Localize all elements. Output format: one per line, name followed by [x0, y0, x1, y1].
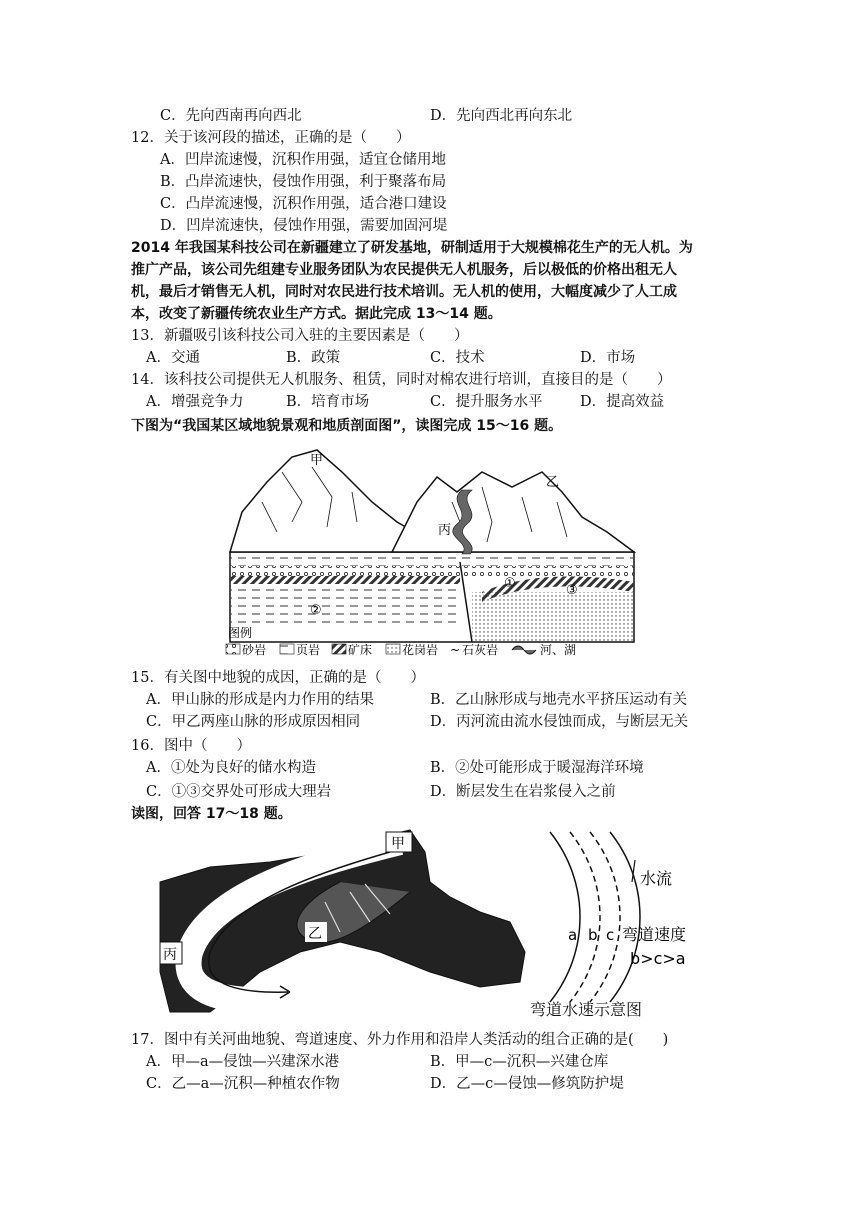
q17-option-c: C．乙—a—沉积—种植农作物 [146, 1076, 340, 1092]
speed-label-b: b [588, 926, 598, 944]
q16-option-c: C．①③交界处可形成大理岩 [146, 784, 332, 800]
q16-option-b: B．②处可能形成于暖湿海洋环境 [430, 760, 644, 776]
meander-label-jia: 甲 [391, 836, 405, 852]
legend-granite: 花岗岩 [402, 643, 439, 657]
bend-speed-caption: 弯道水速示意图 [530, 1000, 643, 1019]
label-1: ① [504, 576, 516, 591]
q15-option-c: C．甲乙两座山脉的形成原因相同 [146, 714, 361, 730]
label-bing: 丙 [438, 523, 452, 538]
q14-option-a: A．增强竞争力 [146, 394, 244, 410]
passage1-line4: 本，改变了新疆传统农业生产方式。据此完成 13～14 题。 [131, 306, 502, 322]
q15-option-a: A．甲山脉的形成是内力作用的结果 [146, 692, 374, 708]
mountain-yi [392, 472, 634, 552]
q17-option-b: B．甲—c—沉积—兴建仓库 [430, 1054, 609, 1070]
legend-sandstone: 砂岩 [242, 643, 267, 657]
q13-option-d: D．市场 [580, 350, 636, 366]
passage2: 下图为“我国某区域地貌景观和地质剖面图”，读图完成 15～16 题。 [131, 418, 563, 434]
q15-option-b: B．乙山脉形成与地壳水平挤压运动有关 [430, 692, 688, 708]
q11-option-c: C．先向西南再向西北 [160, 108, 302, 124]
q14-stem: 14．该科技公司提供无人机服务、租赁，同时对棉农进行培训，直接目的是（ ） [131, 372, 672, 388]
passage1-line3: 机，最后才销售无人机，同时对农民进行技术培训。无人机的使用，大幅度减少了人工成 [131, 284, 677, 300]
water-flow-label: 水流 [640, 869, 673, 888]
bend-speed-diagram [520, 822, 740, 1022]
q12-stem: 12．关于该河段的描述，正确的是（ ） [131, 130, 411, 146]
q17-stem: 17．图中有关河曲地貌、弯道速度、外力作用和沿岸人类活动的组合正确的是( ) [131, 1032, 669, 1048]
q12-option-a: A．凹岸流速慢，沉积作用强，适宜仓储用地 [160, 152, 446, 168]
speed-order-label: b>c>a [630, 949, 686, 968]
q15-stem: 15．有关图中地貌的成因，正确的是（ ） [131, 670, 425, 686]
q13-stem: 13．新疆吸引该科技公司入驻的主要因素是（ ） [131, 328, 469, 344]
q12-option-c: C．凸岸流速慢，沉积作用强，适合港口建设 [160, 196, 447, 212]
legend-title: 图例 [228, 626, 253, 640]
legend-ore: 矿床 [348, 643, 373, 657]
q11-option-d: D．先向西北再向东北 [430, 108, 573, 124]
q12-option-b: B．凸岸流速快，侵蚀作用强，利于聚落布局 [160, 174, 447, 190]
q16-option-a: A．①处为良好的储水构造 [146, 760, 316, 776]
passage1-line1: 2014 年我国某科技公司在新疆建立了研发基地，研制适用于大规模棉花生产的无人机。为 [131, 240, 693, 256]
passage1-line2: 推广产品，该公司先组建专业服务团队为农民提供无人机服务，后以极低的价格出租无人 [131, 262, 677, 278]
q17-option-a: A．甲—a—侵蚀—兴建深水港 [146, 1054, 340, 1070]
legend [226, 642, 576, 657]
label-2: ② [310, 603, 322, 618]
q15-option-d: D．丙河流由流水侵蚀而成，与断层无关 [430, 714, 689, 730]
speed-label-a: a [568, 926, 578, 944]
q13-option-c: C．技术 [430, 350, 485, 366]
curve-speed-label: 弯道速度 [622, 925, 687, 944]
river-meander-figure [150, 822, 530, 1022]
q13-option-a: A．交通 [146, 350, 200, 366]
label-jia: 甲 [310, 453, 324, 468]
q17-option-d: D．乙—c—侵蚀—修筑防护堤 [430, 1076, 624, 1092]
geology-profile-figure [222, 442, 642, 662]
passage3: 读图，回答 17～18 题。 [131, 806, 292, 822]
q14-option-c: C．提升服务水平 [430, 394, 543, 410]
q16-stem: 16．图中（ ） [131, 738, 251, 754]
river-lake-icon [512, 646, 536, 654]
meander-label-yi: 乙 [308, 926, 322, 942]
q14-option-b: B．培育市场 [286, 394, 370, 410]
label-3: ③ [566, 583, 578, 598]
speed-label-c: c [606, 926, 615, 944]
legend-limestone-icon: ~ [450, 643, 461, 657]
legend-river-lake: 河、湖 [540, 643, 577, 657]
legend-limestone: 石灰岩 [462, 643, 499, 657]
label-yi: 乙 [546, 475, 560, 490]
meander-label-bing: 丙 [163, 947, 177, 963]
legend-shale: 页岩 [296, 643, 321, 657]
q12-option-d: D．凹岸流速快，侵蚀作用强，需要加固河堤 [160, 218, 448, 234]
q13-option-b: B．政策 [286, 350, 341, 366]
q14-option-d: D．提高效益 [580, 394, 665, 410]
q16-option-d: D．断层发生在岩浆侵入之前 [430, 784, 616, 800]
